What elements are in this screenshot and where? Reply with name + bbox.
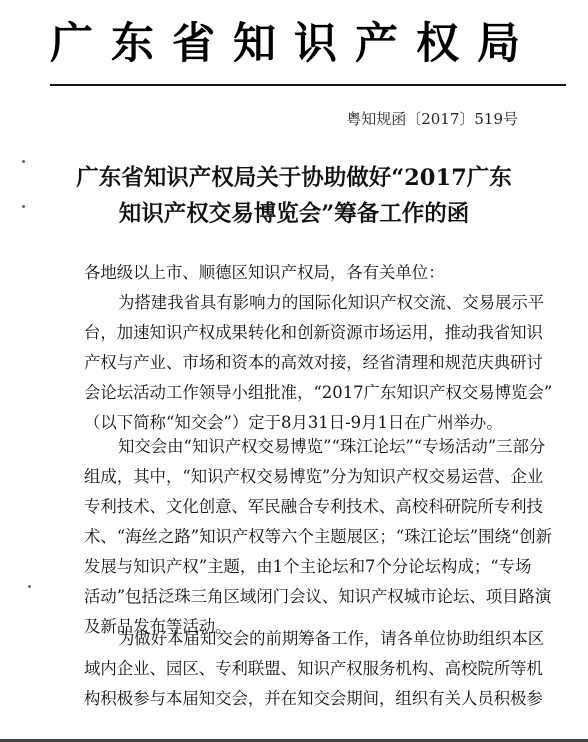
paragraph-line: 产权与产业、市场和资本的高效对接，经省清理和规范庆典研讨 <box>84 353 543 372</box>
paragraph-line: 及新品发布等活动。 <box>84 617 232 636</box>
paragraph-line: 为做好本届知交会的前期筹备工作，请各单位协助组织本区 <box>118 629 545 648</box>
document-title-line: 广东省知识产权局关于协助做好“2017广东 <box>76 165 512 191</box>
paragraph-line: 知交会由“知识产权交易博览”“珠江论坛”“专场活动”三部分 <box>118 437 546 456</box>
paragraph-line: 发展与知识产权”主题，由1个主论坛和7个分论坛构成；“专场 <box>84 557 532 576</box>
paragraph-line: 会论坛活动工作领导小组批准，“2017广东知识产权交易博览会” <box>84 383 553 402</box>
org-header-title: 广东省知识产权局 <box>50 19 538 69</box>
paragraph-line: 域内企业、园区、专利联盟、知识产权服务机构、高校院所等机 <box>84 659 543 678</box>
paragraph-line: 为搭建我省具有影响力的国际化知识产权交流、交易展示平 <box>118 293 545 312</box>
body-paragraph <box>84 288 553 438</box>
paragraph-line: 活动”包括泛珠三角区域闭门会议、知识产权城市论坛、项目路演 <box>84 587 552 606</box>
salutation: 各地级以上市、顺德区知识产权局，各有关单位： <box>84 263 445 282</box>
header-divider <box>50 84 566 86</box>
scan-dot <box>28 585 31 588</box>
document-number: 粤知规函〔2017〕519号 <box>346 110 518 128</box>
paragraph-line: 构积极参与本届知交会，并在知交会期间，组织有关人员积极参 <box>84 689 543 708</box>
document-title <box>0 160 588 232</box>
body-paragraph <box>84 432 553 642</box>
paragraph-line: 专利技术、文化创意、军民融合专利技术、高校科研院所专利技 <box>84 497 543 516</box>
document-title-line: 知识产权交易博览会”筹备工作的函 <box>118 201 470 227</box>
body-paragraph <box>84 624 544 714</box>
paragraph-line: 术、“海丝之路”知识产权等六个主题展区；“珠江论坛”围绕“创新 <box>84 527 553 546</box>
paragraph-line: 台，加速知识产权成果转化和创新资源市场运用，推动我省知识 <box>84 323 543 342</box>
paragraph-line: （以下简称“知交会”）定于8月31日-9月1日在广州举办。 <box>84 413 503 432</box>
paragraph-line: 组成，其中，“知识产权交易博览”分为知识产权交易运营、企业 <box>84 467 544 486</box>
